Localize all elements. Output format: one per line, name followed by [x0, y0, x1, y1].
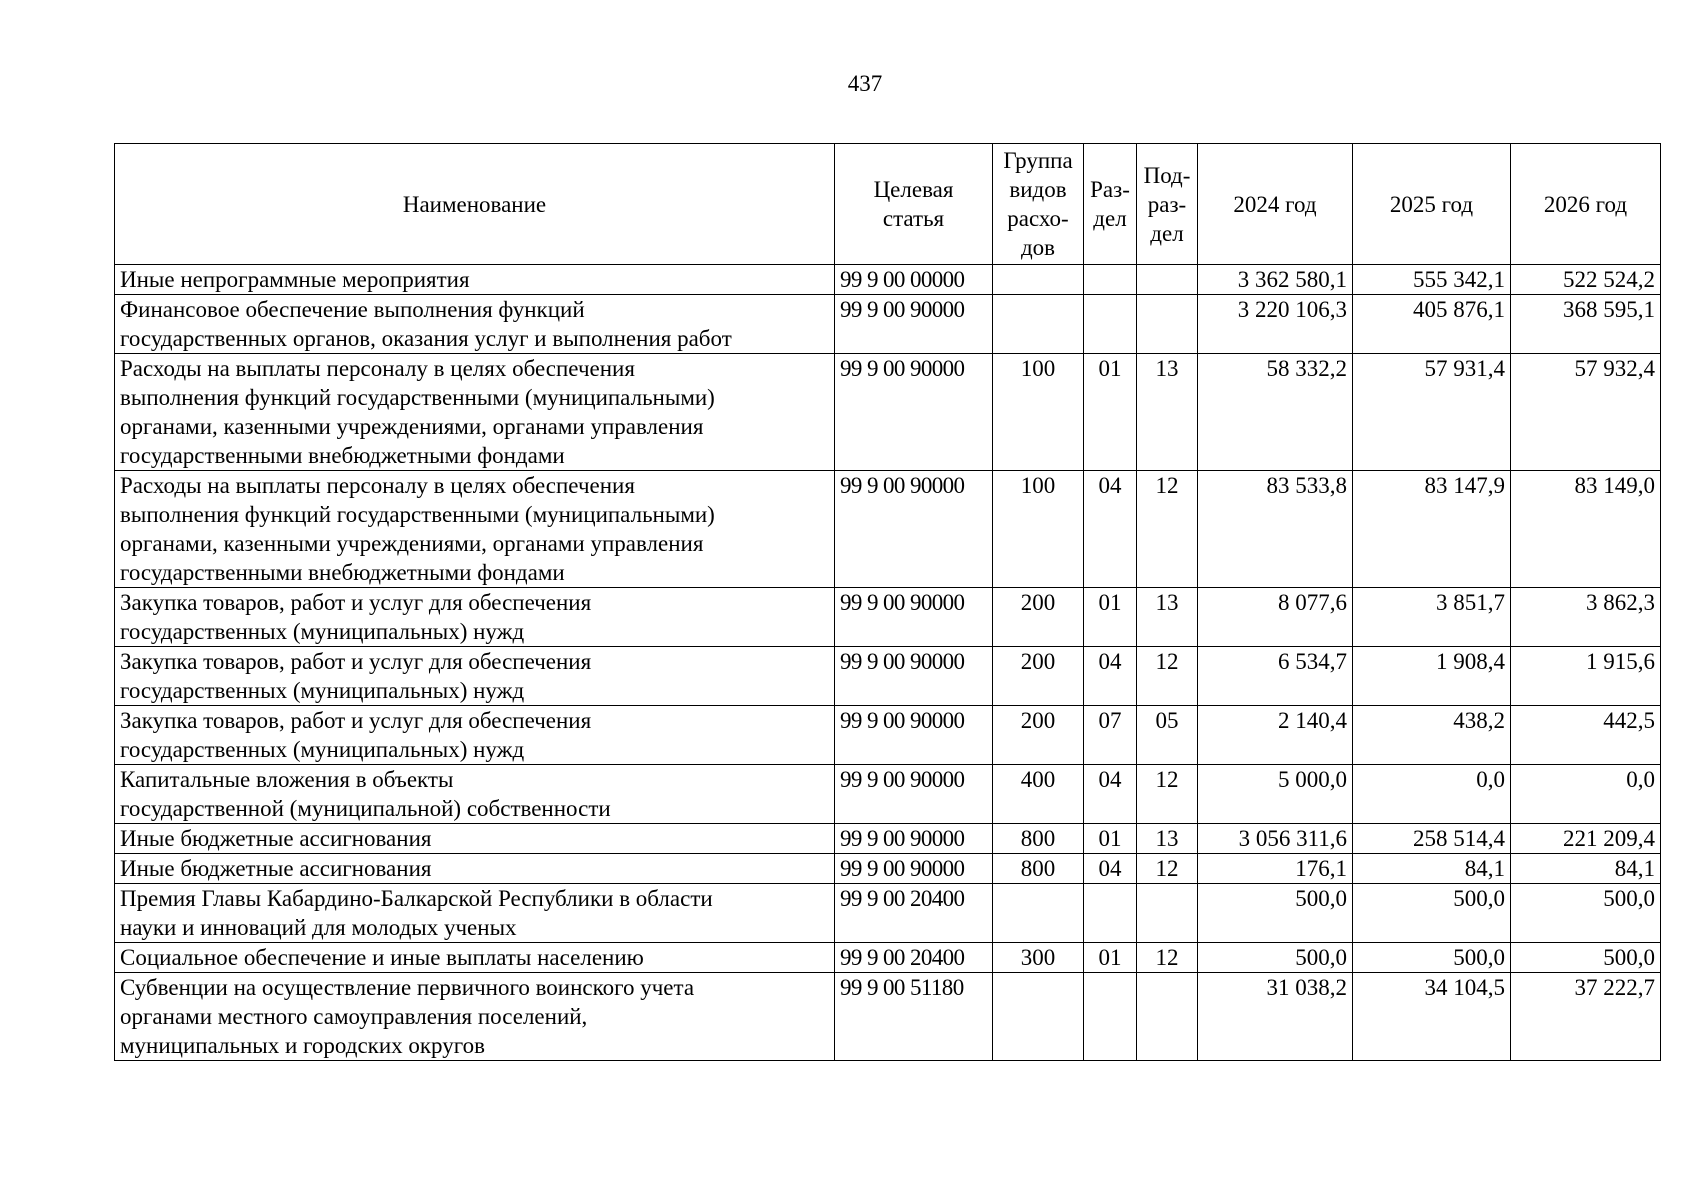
table-row — [115, 884, 1661, 943]
row-value-2025: 500,0 — [1353, 943, 1511, 973]
row-subsection: 12 — [1137, 854, 1198, 884]
table-row — [115, 647, 1661, 706]
table-row — [115, 471, 1661, 588]
row-name: Закупка товаров, работ и услуг для обеспечения государственных (муниципальных) нужд — [115, 706, 835, 765]
row-value-2026: 37 222,7 — [1511, 973, 1661, 1061]
row-value-2026: 3 862,3 — [1511, 588, 1661, 647]
row-target-code: 99 9 00 90000 — [835, 647, 993, 706]
row-value-2026: 500,0 — [1511, 943, 1661, 973]
row-value-2024: 31 038,2 — [1198, 973, 1353, 1061]
row-value-2025: 1 908,4 — [1353, 647, 1511, 706]
row-value-2025: 83 147,9 — [1353, 471, 1511, 588]
row-subsection: 13 — [1137, 588, 1198, 647]
row-value-2025: 0,0 — [1353, 765, 1511, 824]
row-value-2025: 555 342,1 — [1353, 265, 1511, 295]
table-row — [115, 854, 1661, 884]
table-row — [115, 354, 1661, 471]
row-value-2026: 57 932,4 — [1511, 354, 1661, 471]
page-number: 437 — [847, 71, 883, 96]
row-value-2025: 57 931,4 — [1353, 354, 1511, 471]
row-name: Закупка товаров, работ и услуг для обеспечения государственных (муниципальных) нужд — [115, 588, 835, 647]
table-row — [115, 824, 1661, 854]
row-subsection — [1137, 884, 1198, 943]
row-subsection: 13 — [1137, 824, 1198, 854]
row-subsection — [1137, 295, 1198, 354]
header-subsection: Под- раз- дел — [1137, 144, 1198, 265]
row-group — [993, 295, 1084, 354]
row-name: Премия Главы Кабардино-Балкарской Республики в области науки и инноваций для молодых ученых — [115, 884, 835, 943]
row-value-2026: 368 595,1 — [1511, 295, 1661, 354]
row-section: 01 — [1084, 354, 1137, 471]
table-row — [115, 973, 1661, 1061]
row-target-code: 99 9 00 51180 — [835, 973, 993, 1061]
row-group: 100 — [993, 471, 1084, 588]
row-value-2024: 58 332,2 — [1198, 354, 1353, 471]
row-section: 04 — [1084, 765, 1137, 824]
row-value-2026: 442,5 — [1511, 706, 1661, 765]
row-value-2024: 83 533,8 — [1198, 471, 1353, 588]
header-year-2024: 2024 год — [1198, 144, 1353, 265]
row-value-2024: 6 534,7 — [1198, 647, 1353, 706]
row-value-2024: 2 140,4 — [1198, 706, 1353, 765]
row-value-2026: 0,0 — [1511, 765, 1661, 824]
row-value-2026: 221 209,4 — [1511, 824, 1661, 854]
row-target-code: 99 9 00 90000 — [835, 765, 993, 824]
table-row — [115, 765, 1661, 824]
row-target-code: 99 9 00 90000 — [835, 824, 993, 854]
row-section: 01 — [1084, 824, 1137, 854]
row-group: 400 — [993, 765, 1084, 824]
row-section — [1084, 884, 1137, 943]
row-target-code: 99 9 00 90000 — [835, 354, 993, 471]
row-section: 01 — [1084, 588, 1137, 647]
row-group: 200 — [993, 647, 1084, 706]
row-subsection — [1137, 973, 1198, 1061]
row-value-2025: 258 514,4 — [1353, 824, 1511, 854]
row-value-2025: 34 104,5 — [1353, 973, 1511, 1061]
table-row — [115, 265, 1661, 295]
table-body — [115, 265, 1661, 1061]
row-group: 800 — [993, 854, 1084, 884]
row-section: 04 — [1084, 647, 1137, 706]
budget-table — [114, 143, 1661, 1061]
row-value-2024: 500,0 — [1198, 943, 1353, 973]
row-target-code: 99 9 00 90000 — [835, 295, 993, 354]
row-value-2026: 522 524,2 — [1511, 265, 1661, 295]
row-value-2024: 3 362 580,1 — [1198, 265, 1353, 295]
row-name: Капитальные вложения в объекты государственной (муниципальной) собственности — [115, 765, 835, 824]
row-subsection: 05 — [1137, 706, 1198, 765]
row-group: 100 — [993, 354, 1084, 471]
row-group: 200 — [993, 706, 1084, 765]
row-name: Социальное обеспечение и иные выплаты населению — [115, 943, 835, 973]
row-section: 04 — [1084, 854, 1137, 884]
row-value-2024: 3 220 106,3 — [1198, 295, 1353, 354]
row-subsection — [1137, 265, 1198, 295]
header-section: Раз- дел — [1084, 144, 1137, 265]
row-value-2025: 3 851,7 — [1353, 588, 1511, 647]
row-name: Финансовое обеспечение выполнения функций государственных органов, оказания услуг и выполнения работ — [115, 295, 835, 354]
table-row — [115, 588, 1661, 647]
row-target-code: 99 9 00 20400 — [835, 943, 993, 973]
row-section: 04 — [1084, 471, 1137, 588]
row-value-2026: 83 149,0 — [1511, 471, 1661, 588]
row-value-2024: 500,0 — [1198, 884, 1353, 943]
row-subsection: 12 — [1137, 471, 1198, 588]
row-section: 01 — [1084, 943, 1137, 973]
row-value-2024: 3 056 311,6 — [1198, 824, 1353, 854]
row-name: Иные бюджетные ассигнования — [115, 854, 835, 884]
row-value-2026: 84,1 — [1511, 854, 1661, 884]
row-target-code: 99 9 00 20400 — [835, 884, 993, 943]
row-value-2026: 1 915,6 — [1511, 647, 1661, 706]
row-section: 07 — [1084, 706, 1137, 765]
header-name: Наименование — [115, 144, 835, 265]
row-target-code: 99 9 00 00000 — [835, 265, 993, 295]
row-group: 200 — [993, 588, 1084, 647]
row-section — [1084, 265, 1137, 295]
row-name: Иные непрограммные мероприятия — [115, 265, 835, 295]
row-value-2024: 8 077,6 — [1198, 588, 1353, 647]
row-value-2025: 500,0 — [1353, 884, 1511, 943]
header-year-2025: 2025 год — [1353, 144, 1511, 265]
row-name: Расходы на выплаты персоналу в целях обеспечения выполнения функций государственными (муниципальными) органами, казенными учреждениями, органами управления государственными внебюджетными фондами — [115, 354, 835, 471]
row-target-code: 99 9 00 90000 — [835, 854, 993, 884]
row-name: Расходы на выплаты персоналу в целях обеспечения выполнения функций государственными (муниципальными) органами, казенными учреждениями, органами управления государственными внебюджетными фондами — [115, 471, 835, 588]
row-name: Субвенции на осуществление первичного воинского учета органами местного самоуправления поселений, муниципальных и городских округов — [115, 973, 835, 1061]
table-header-row — [115, 144, 1661, 265]
row-target-code: 99 9 00 90000 — [835, 706, 993, 765]
row-section — [1084, 973, 1137, 1061]
row-section — [1084, 295, 1137, 354]
row-target-code: 99 9 00 90000 — [835, 588, 993, 647]
row-value-2026: 500,0 — [1511, 884, 1661, 943]
table-row — [115, 295, 1661, 354]
table-row — [115, 943, 1661, 973]
row-group: 800 — [993, 824, 1084, 854]
row-target-code: 99 9 00 90000 — [835, 471, 993, 588]
row-subsection: 12 — [1137, 647, 1198, 706]
row-value-2024: 5 000,0 — [1198, 765, 1353, 824]
row-name: Закупка товаров, работ и услуг для обеспечения государственных (муниципальных) нужд — [115, 647, 835, 706]
header-group: Группа видов расхо- дов — [993, 144, 1084, 265]
row-value-2024: 176,1 — [1198, 854, 1353, 884]
row-group — [993, 884, 1084, 943]
table-row — [115, 706, 1661, 765]
row-group — [993, 265, 1084, 295]
row-subsection: 13 — [1137, 354, 1198, 471]
header-target: Целевая статья — [835, 144, 993, 265]
row-name: Иные бюджетные ассигнования — [115, 824, 835, 854]
row-subsection: 12 — [1137, 943, 1198, 973]
row-value-2025: 405 876,1 — [1353, 295, 1511, 354]
row-group: 300 — [993, 943, 1084, 973]
row-subsection: 12 — [1137, 765, 1198, 824]
row-group — [993, 973, 1084, 1061]
row-value-2025: 438,2 — [1353, 706, 1511, 765]
header-year-2026: 2026 год — [1511, 144, 1661, 265]
row-value-2025: 84,1 — [1353, 854, 1511, 884]
